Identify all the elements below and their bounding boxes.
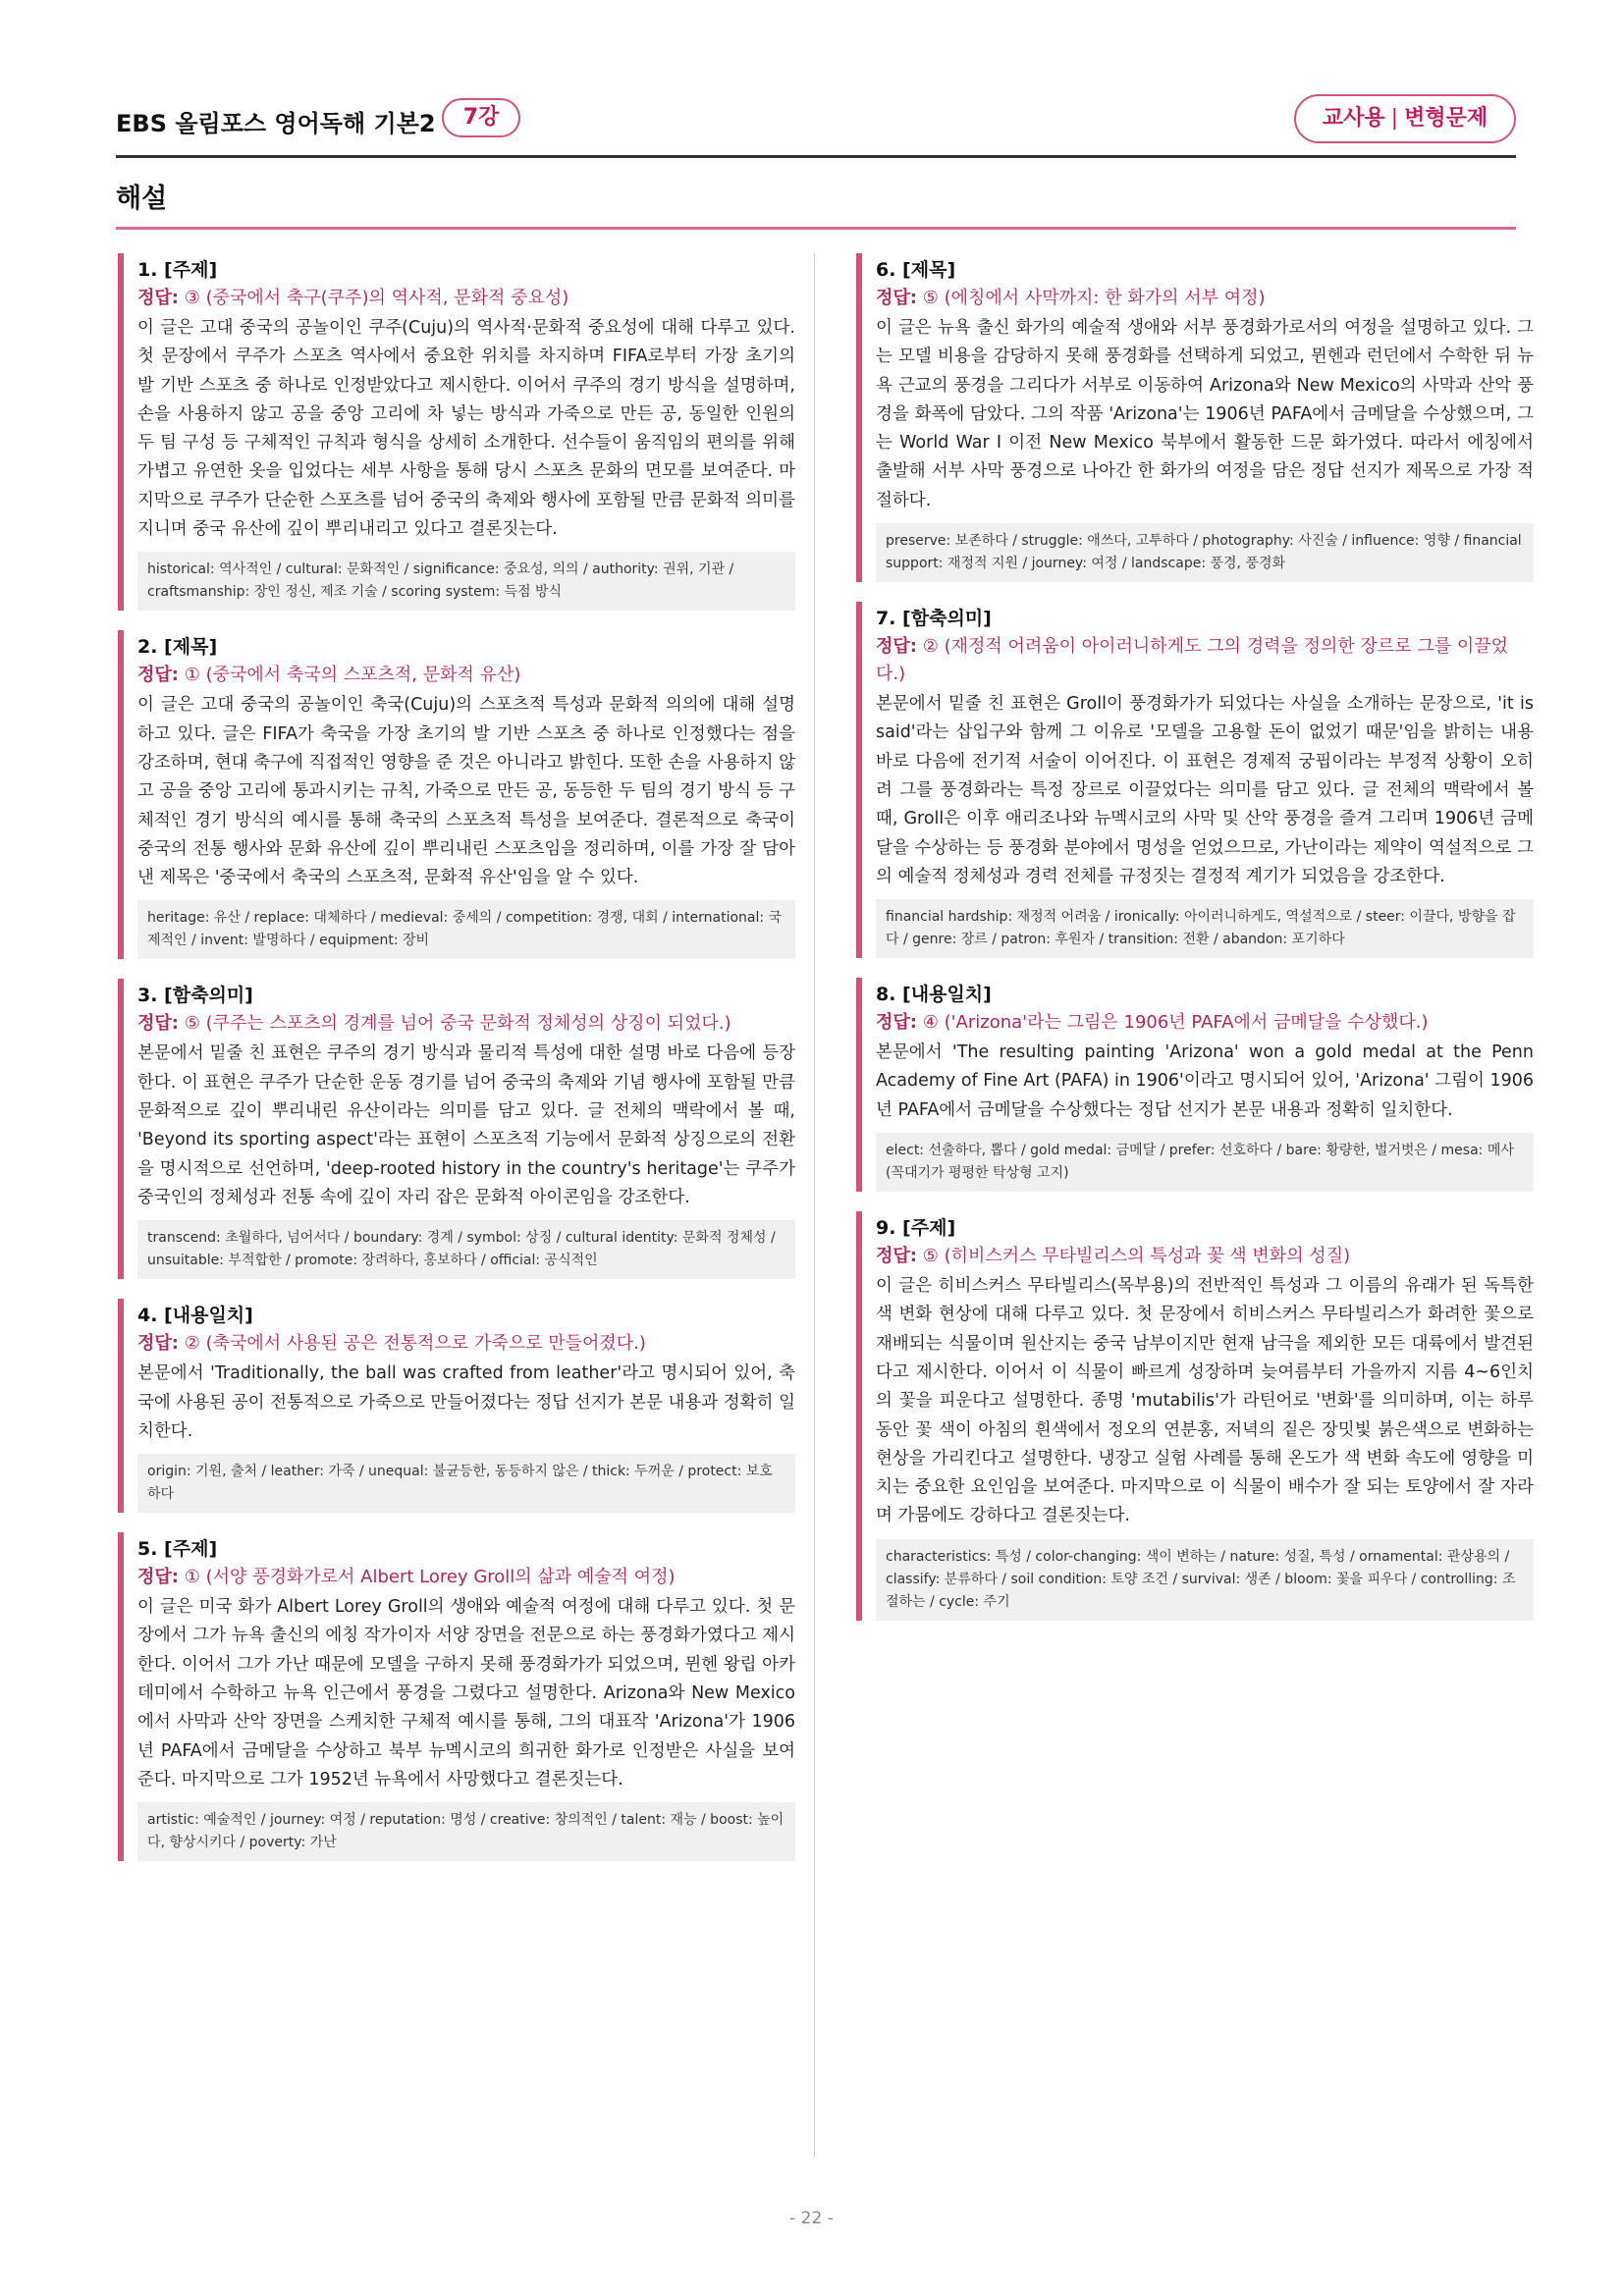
answer-label: 정답: <box>876 288 917 308</box>
explanation-text: 이 글은 고대 중국의 공놀이인 쿠주(Cuju)의 역사적·문화적 중요성에 대해 다루고 있다. 첫 문장에서 쿠주가 스포츠 역사에서 중요한 위치를 차지하며 FIFA로부터 가장 초기의 발 기반 스포츠 중 하나로 인정받았다고 제시한다. 이어서 쿠주의 경기 방식을 설명하며, 손을 사용하지 않고 공을 중앙 고리에 차 넣는 방식과 가죽으로 만든 공, 동일한 인원의 두 팀 구성 등 구체적인 규칙과 형식을 상세히 소개한다. 선수들이 움직임의 편의를 위해 가볍고 유연한 옷을 입었다는 세부 사항을 통해 당시 스포츠 문화의 면모를 보여준다. 마지막으로 쿠주가 단순한 스포츠를 넘어 중국의 축제와 행사에 포함될 만큼 문화적 의미를 지니며 중국 유산에 깊이 뿌리내리고 있다고 결론짓는다. <box>137 318 795 540</box>
answer-line <box>137 285 795 312</box>
explanation-text: 본문에서 밑줄 친 표현은 쿠주의 경기 방식과 물리적 특성에 대한 설명 바로 다음에 등장한다. 이 표현은 쿠주가 단순한 운동 경기를 넘어 중국의 축제와 기념 행사에 포함될 만큼 문화적으로 깊이 뿌리내린 유산이라는 의미를 담고 있다. 글 전체의 맥락에서 볼 때, 'Beyond its sporting aspect'라는 표현이 스포츠적 기능에서 문화적 상징으로의 전환을 명시적으로 선언하며, 'deep-rooted history in the country's heritage'는 쿠주가 중국인의 정체성과 전통 속에 깊이 자리 잡은 문화적 아이콘임을 강조한다. <box>137 1043 795 1207</box>
answer-line <box>137 1010 795 1038</box>
question-heading: 5. [주제] <box>137 1538 218 1561</box>
answer-text: ③ (중국에서 축구(쿠주)의 역사적, 문화적 중요성) <box>184 288 569 308</box>
question-heading: 7. [함축의미] <box>876 608 992 630</box>
question-explanation <box>118 630 795 959</box>
answer-label: 정답: <box>876 1246 917 1267</box>
question-explanation <box>856 978 1534 1192</box>
left-column <box>118 253 795 1881</box>
vocabulary-box: artistic: 예술적인 / journey: 여정 / reputation: 명성 / creative: 창의적인 / talent: 재능 / boost: 높이다, 향상시키다 / poverty: 가난 <box>137 1802 795 1861</box>
explanation-text: 본문에서 'Traditionally, the ball was crafted from leather'라고 명시되어 있어, 축국에 사용된 공이 전통적으로 가죽으로 만들어졌다는 정답 선지가 본문 내용과 정확히 일치한다. <box>137 1363 795 1441</box>
vocabulary-box: transcend: 초월하다, 넘어서다 / boundary: 경계 / symbol: 상징 / cultural identity: 문화적 정체성 / unsuitable: 부적합한 / promote: 장려하다, 홍보하다 / official: 공식적인 <box>137 1220 795 1279</box>
question-explanation <box>118 1532 795 1861</box>
explanation-text: 이 글은 뉴욕 출신 화가의 예술적 생애와 서부 풍경화가로서의 여정을 설명하고 있다. 그는 모델 비용을 감당하지 못해 풍경화를 선택하게 되었고, 뮌헨과 런던에서 수학한 뒤 뉴욕 근교의 풍경을 그리다가 서부로 이동하여 Arizona와 New Mexico의 사막과 산악 풍경을 화폭에 담았다. 그의 작품 'Arizona'는 1906년 PAFA에서 금메달을 수상했으며, 그는 World War I 이전 New Mexico 북부에서 활동한 드문 화가였다. 따라서 에칭에서 출발해 서부 사막 풍경으로 나아간 한 화가의 여정을 담은 정답 선지가 제목으로 가장 적절하다. <box>876 318 1534 510</box>
teacher-version-badge <box>1294 94 1516 143</box>
question-explanation <box>856 253 1534 582</box>
badge-variant-label: 변형문제 <box>1404 106 1488 131</box>
section-title: 해설 <box>116 184 168 214</box>
answer-label: 정답: <box>137 665 179 686</box>
question-heading: 2. [제목] <box>137 636 218 659</box>
header-divider <box>116 155 1516 158</box>
question-heading: 3. [함축의미] <box>137 985 253 1007</box>
answer-label: 정답: <box>876 636 917 658</box>
answer-label: 정답: <box>876 1012 917 1034</box>
answer-label: 정답: <box>137 288 179 308</box>
question-heading: 8. [내용일치] <box>876 984 992 1006</box>
page-header <box>116 94 1516 149</box>
answer-line <box>876 1243 1534 1270</box>
vocabulary-box: heritage: 유산 / replace: 대체하다 / medieval: 중세의 / competition: 경쟁, 대회 / international: 국제적인 / invent: 발명하다 / equipment: 장비 <box>137 900 795 959</box>
question-explanation <box>856 1211 1534 1621</box>
question-explanation <box>118 253 795 611</box>
answer-label: 정답: <box>137 1567 179 1588</box>
vocabulary-box: financial hardship: 재정적 어려움 / ironically: 아이러니하게도, 역설적으로 / steer: 이끌다, 방향을 잡다 / genre: 장르 / patron: 후원자 / transition: 전환 / abandon: 포기하다 <box>876 899 1534 958</box>
answer-line <box>137 1564 795 1591</box>
answer-line <box>876 285 1534 312</box>
vocabulary-box: historical: 역사적인 / cultural: 문화적인 / significance: 중요성, 의의 / authority: 권위, 기관 / craftsmanship: 장인 정신, 제조 기술 / scoring system: 득점 방식 <box>137 552 795 611</box>
badge-separator: | <box>1390 106 1399 131</box>
answer-text: ④ ('Arizona'라는 그림은 1906년 PAFA에서 금메달을 수상했다.) <box>922 1012 1429 1034</box>
badge-teacher-label: 교사용 <box>1322 106 1385 131</box>
answer-text: ⑤ (히비스커스 무타빌리스의 특성과 꽃 색 변화의 성질) <box>922 1246 1351 1267</box>
vocabulary-box: elect: 선출하다, 뽑다 / gold medal: 금메달 / prefer: 선호하다 / bare: 황량한, 벌거벗은 / mesa: 메사 (꼭대기가 평평한 탁상형 고지) <box>876 1133 1534 1192</box>
question-heading: 9. [주제] <box>876 1217 956 1240</box>
explanation-text: 본문에서 밑줄 친 표현은 Groll이 풍경화가가 되었다는 사실을 소개하는 문장으로, 'it is said'라는 삽입구와 함께 그 이유로 '모델을 고용할 돈이 없었기 때문'임을 밝히는 내용 바로 다음에 전기적 서술이 이어진다. 이 표현은 경제적 궁핍이라는 부정적 상황이 오히려 그를 풍경화라는 특정 장르로 이끌었다는 의미를 담고 있다. 글 전체의 맥락에서 볼 때, Groll은 이후 애리조나와 뉴멕시코의 사막 및 산악 풍경을 즐겨 그리며 1906년 금메달을 수상하는 등 풍경화 분야에서 명성을 얻었으므로, 가난이라는 제약이 역설적으로 그의 예술적 정체성과 경력 전체를 규정짓는 결정적 계기가 되었음을 강조한다. <box>876 694 1534 886</box>
explanation-text: 이 글은 고대 중국의 공놀이인 축국(Cuju)의 스포츠적 특성과 문화적 의의에 대해 설명하고 있다. 글은 FIFA가 축국을 가장 초기의 발 기반 스포츠 중 하나로 인정했다는 점을 강조하며, 현대 축구에 직접적인 영향을 준 것은 아니라고 밝힌다. 또한 손을 사용하지 않고 공을 중앙 고리에 통과시키는 규칙, 가죽으로 만든 공, 동등한 두 팀의 경기 방식 등 구체적인 경기 방식의 예시를 통해 축국의 스포츠적 특성을 보여준다. 결론적으로 축국이 중국의 전통 행사와 문화 유산에 깊이 뿌리내린 스포츠임을 정리하며, 이를 가장 잘 담아낸 제목은 '중국에서 축국의 스포츠적, 문화적 유산'임을 알 수 있다. <box>137 695 795 888</box>
answer-line <box>876 633 1534 688</box>
answer-text: ① (중국에서 축국의 스포츠적, 문화적 유산) <box>184 665 521 686</box>
question-heading: 4. [내용일치] <box>137 1305 253 1327</box>
answer-label: 정답: <box>137 1333 179 1355</box>
answer-text: ⑤ (쿠주는 스포츠의 경계를 넘어 중국 문화적 정체성의 상징이 되었다.) <box>184 1013 731 1035</box>
right-column <box>856 253 1534 1640</box>
explanation-text: 본문에서 'The resulting painting 'Arizona' won a gold medal at the Penn Academy of Fine Art (PAFA) in 1906'이라고 명시되어 있어, 'Arizona' 그림이 1906년 PAFA에서 금메달을 수상했다는 정답 선지가 본문 내용과 정확히 일치한다. <box>876 1042 1534 1120</box>
answer-text: ② (축국에서 사용된 공은 전통적으로 가죽으로 만들어졌다.) <box>184 1333 646 1355</box>
question-explanation <box>856 602 1534 958</box>
answer-line <box>876 1009 1534 1037</box>
answer-line <box>137 1330 795 1358</box>
explanation-text: 이 글은 히비스커스 무타빌리스(목부용)의 전반적인 특성과 그 이름의 유래가 된 독특한 색 변화 현상에 대해 다루고 있다. 첫 문장에서 히비스커스 무타빌리스가 화려한 꽃으로 재배되는 식물이며 원산지는 중국 남부이지만 현재 남극을 제외한 모든 대륙에서 발견된다고 제시한다. 이어서 이 식물이 빠르게 성장하며 늦여름부터 가을까지 지름 4~6인치의 꽃을 피운다고 설명한다. 종명 'mutabilis'가 라틴어로 '변화'를 의미하며, 이는 하루 동안 꽃 색이 아침의 흰색에서 정오의 연분홍, 저녁의 짙은 장밋빛 붉은색으로 변화하는 현상을 가리킨다고 설명한다. 냉장고 실험 사례를 통해 온도가 색 변화 속도에 영향을 미치는 중요한 요인임을 보여준다. 마지막으로 이 식물이 배수가 잘 되는 토양에서 잘 자라며 가뭄에도 강하다고 결론짓는다. <box>876 1276 1534 1526</box>
answer-text: ⑤ (에칭에서 사막까지: 한 화가의 서부 여정) <box>922 288 1266 308</box>
question-heading: 1. [주제] <box>137 259 218 281</box>
column-divider <box>814 253 815 2158</box>
explanation-text: 이 글은 미국 화가 Albert Lorey Groll의 생애와 예술적 여정에 대해 다루고 있다. 첫 문장에서 그가 뉴욕 출신의 에칭 작가이자 서양 장면을 전문으로 하는 풍경화가였다고 제시한다. 이어서 그가 가난 때문에 모델을 구하지 못해 풍경화가가 되었으며, 뮌헨 왕립 아카데미에서 수학하고 뉴욕 인근에서 풍경을 그렸다고 설명한다. Arizona와 New Mexico에서 사막과 산악 장면을 스케치한 구체적 예시를 통해, 그의 대표작 'Arizona'가 1906년 PAFA에서 금메달을 수상하고 북부 뉴멕시코의 희귀한 화가로 인정받은 사실을 보여준다. 마지막으로 그가 1952년 뉴욕에서 사망했다고 결론짓는다. <box>137 1597 795 1789</box>
vocabulary-box: preserve: 보존하다 / struggle: 애쓰다, 고투하다 / photography: 사진술 / influence: 영향 / financial support: 재정적 지원 / journey: 여정 / landscape: 풍경, 풍경화 <box>876 523 1534 582</box>
book-title: EBS 올림포스 영어독해 기본2 <box>116 110 436 137</box>
lesson-badge: 7강 <box>442 98 520 137</box>
question-heading: 6. [제목] <box>876 259 956 281</box>
vocabulary-box: origin: 기원, 출처 / leather: 가죽 / unequal: 불균등한, 동등하지 않은 / thick: 두꺼운 / protect: 보호하다 <box>137 1454 795 1513</box>
question-explanation <box>118 1299 795 1513</box>
vocabulary-box: characteristics: 특성 / color-changing: 색이 변하는 / nature: 성질, 특성 / ornamental: 관상용의 / classify: 분류하다 / soil condition: 토양 조건 / survival: 생존 / bloom: 꽃을 피우다 / controlling: 조절하는 / cycle: 주기 <box>876 1539 1534 1621</box>
page-number: - 22 - <box>789 2209 834 2228</box>
question-explanation <box>118 979 795 1279</box>
section-divider <box>116 227 1516 230</box>
answer-label: 정답: <box>137 1013 179 1035</box>
answer-line <box>137 662 795 689</box>
answer-text: ① (서양 풍경화가로서 Albert Lorey Groll의 삶과 예술적 여정) <box>184 1567 676 1588</box>
answer-text: ② (재정적 어려움이 아이러니하게도 그의 경력을 정의한 장르로 그를 이끌었다.) <box>876 636 1509 685</box>
